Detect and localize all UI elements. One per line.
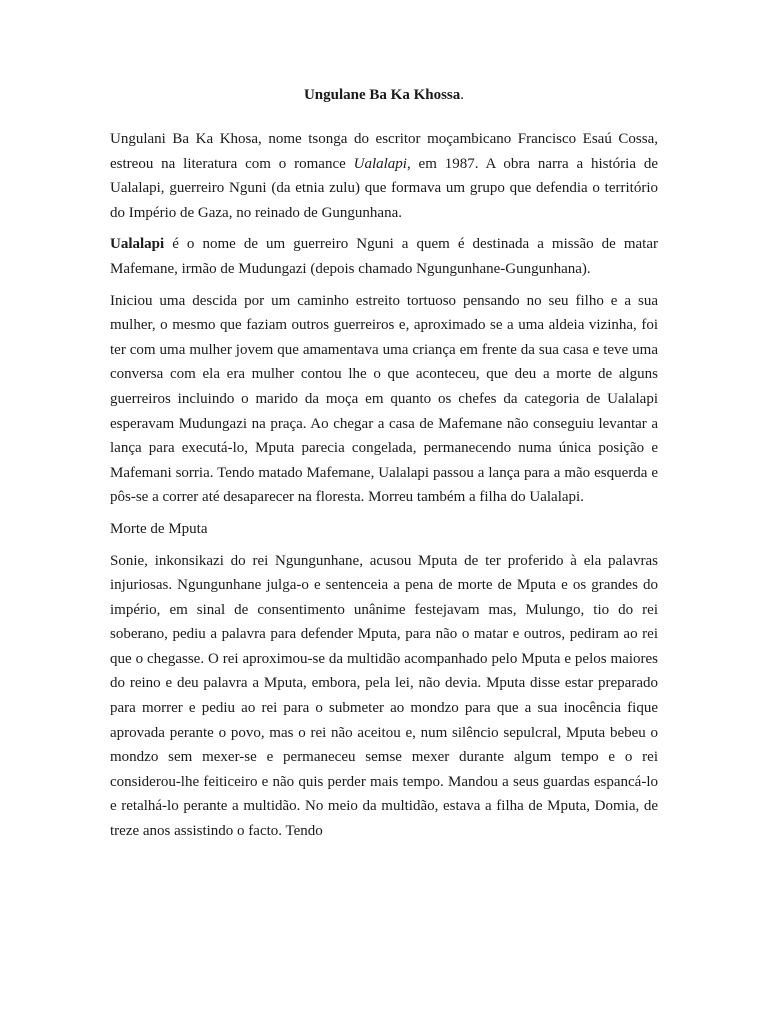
- title-bold-text: Ungulane Ba Ka Khossa: [303, 87, 461, 103]
- section-heading-morte-de-mputa: Morte de Mputa: [110, 520, 208, 537]
- intro-text-end: , em 1987. A obra narra a história de Ualalapi, guerreiro Nguni (da etnia zulu) que formava um grupo que defendia o território do Império de Gaza, no reinado de Gungunhana.: [110, 155, 658, 221]
- intro-book-title: Ualalapi: [353, 155, 407, 172]
- document-title: [0, 86, 768, 104]
- title-suffix: .: [460, 87, 465, 103]
- paragraph-intro: [110, 127, 658, 225]
- paragraph-ualalapi: [110, 232, 658, 281]
- ualalapi-text: é o nome de um guerreiro Nguni a quem é destinada a missão de matar Mafemane, irmão de Mudungazi (depois chamado Ngungunhane-Gungunhana).: [110, 236, 658, 277]
- document-body: [110, 127, 658, 844]
- paragraph-descida: Iniciou uma descida por um caminho estreito tortuoso pensando no seu filho e a sua mulher, o mesmo que faziam outros guerreiros e, aproximado se a uma aldeia vizinha, foi ter com uma mulher jovem que amamentava uma criança em frente da sua casa e teve uma conversa com ela era mulher contou lhe o que aconteceu, que deu a morte de alguns guerreiros incluindo o marido da moça em quanto os chefes da categoria de Ualalapi esperavam Mudungazi na praça. Ao chegar a casa de Mafemane não conseguiu levantar a lança para executá-lo, Mputa parecia congelada, permanecendo numa única posição e Mafemani sorria. Tendo matado Mafemane, Ualalapi passou a lança para a mão esquerda e pôs-se a correr até desaparecer na floresta. Morreu também a filha do Ualalapi.: [110, 292, 658, 506]
- intro-text-start: Ungulani Ba Ka Khosa, nome tsonga do escritor moçambicano Francisco Esaú Cossa, estreou na literatura com o romance: [110, 131, 658, 172]
- paragraph-mputa: Sonie, inkonsikazi do rei Ngungunhane, acusou Mputa de ter proferido à ela palavras injuriosas. Ngungunhane julga-o e sentenceia a pena de morte de Mputa e os grandes do império, em sinal de consentimento unânime festejavam mas, Mulungo, tio do rei soberano, pediu a palavra para defender Mputa, para não o matar e outros, pediram ao rei que o chegasse. O rei aproximou-se da multidão acompanhado pelo Mputa e pelos maiores do reino e deu palavra a Mputa, embora, pela lei, não devia. Mputa disse estar preparado para morrer e pediu ao rei para o submeter ao mondzo para que a sua inocência fique aprovada perante o povo, mas o rei não aceitou e, num silêncio sepulcral, Mputa bebeu o mondzo sem mexer-se e permaneceu semse mexer durante algum tempo e o rei considerou-lhe feiticeiro e não quis perder mais tempo. Mandou a seus guardas espancá-lo e retalhá-lo perante a multidão. No meio da multidão, estava a filha de Mputa, Domia, de treze anos assistindo o facto. Tendo: [110, 552, 658, 840]
- ualalapi-bold-name: Ualalapi: [110, 236, 165, 253]
